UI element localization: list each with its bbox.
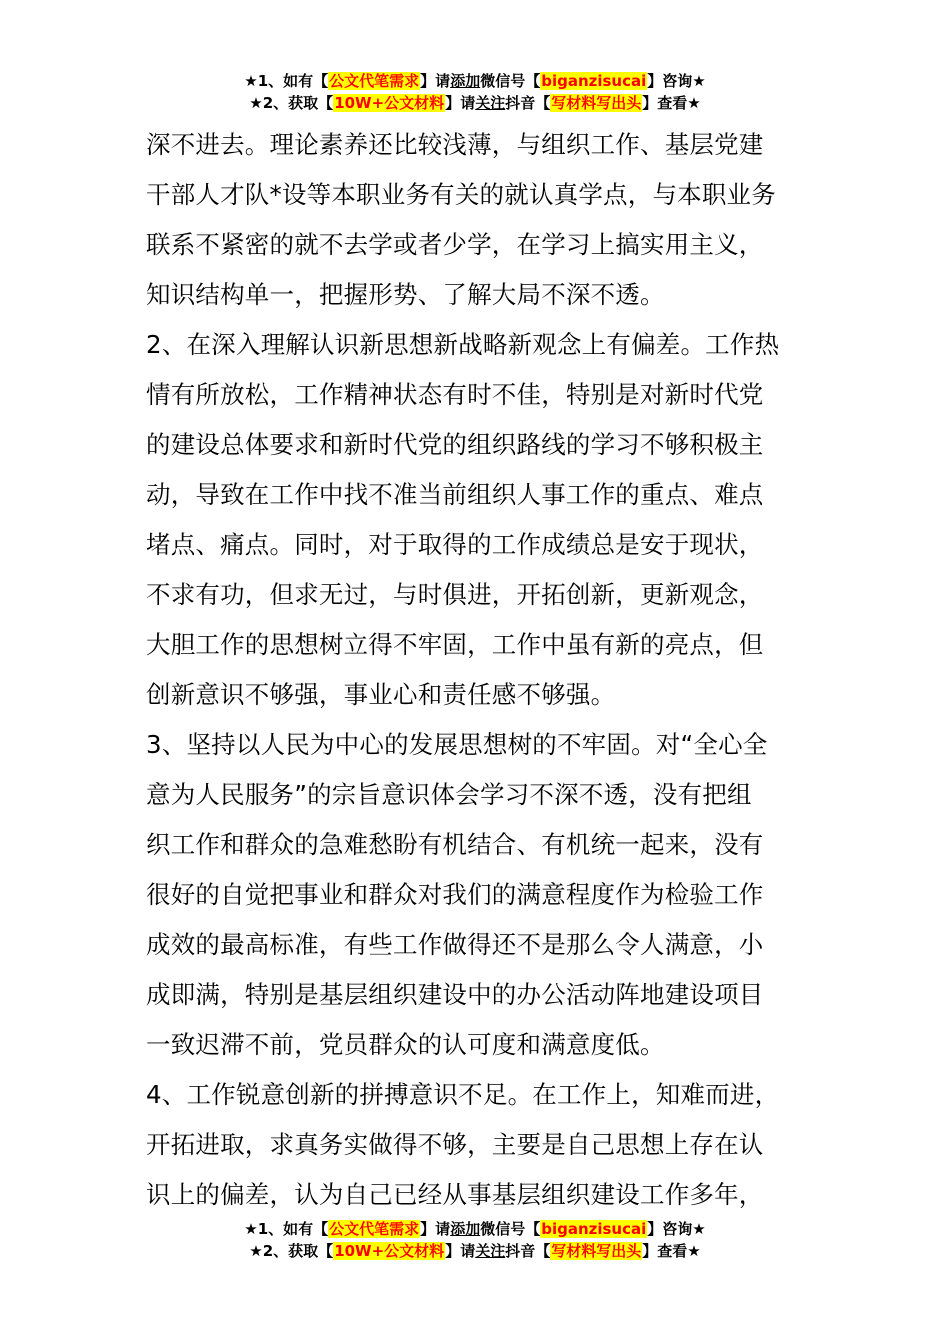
banner-text: 】查看★ (642, 94, 701, 112)
header-banner (0, 70, 950, 114)
banner-text: ★1、如有【 (244, 72, 329, 90)
body-line: 4、工作锐意创新的拼搏意识不足。在工作上，知难而进， (146, 1080, 780, 1109)
body-line: 很好的自觉把事业和群众对我们的满意程度作为检验工作 (146, 880, 764, 909)
banner-line-1 (0, 70, 950, 92)
body-line: 不求有功，但求无过，与时俱进，开拓创新，更新观念， (146, 580, 764, 609)
document-body (146, 120, 808, 1220)
banner-underlined: 关注 (475, 94, 506, 112)
body-line: 堵点、痛点。同时，对于取得的工作成绩总是安于现状， (146, 530, 764, 559)
body-line: 成效的最高标准，有些工作做得还不是那么令人满意，小 (146, 930, 764, 959)
banner-underlined: 关注 (475, 1242, 506, 1260)
banner-underlined: 添加 (450, 1220, 481, 1238)
banner-text: 】请 (420, 1220, 451, 1238)
body-line: 2、在深入理解认识新思想新战略新观念上有偏差。工作热 (146, 330, 780, 359)
banner-text: 】咨询★ (647, 1220, 706, 1238)
banner-underlined: 添加 (450, 72, 481, 90)
body-line: 意为人民服务”的宗旨意识体会学习不深不透，没有把组 (146, 780, 752, 809)
highlight-douyin-account: 写材料写出头 (551, 94, 642, 112)
banner-text: 抖音【 (505, 94, 551, 112)
banner-text: ★1、如有【 (244, 1220, 329, 1238)
banner-text: 微信号【 (480, 1220, 541, 1238)
body-line: 情有所放松，工作精神状态有时不佳，特别是对新时代党 (146, 380, 764, 409)
body-line: 成即满，特别是基层组织建设中的办公活动阵地建设项目 (146, 980, 764, 1009)
body-line: 识上的偏差，认为自己已经从事基层组织建设工作多年， (146, 1180, 764, 1209)
highlight-wechat-id: biganzisucai (541, 72, 647, 90)
banner-text: ★2、获取【 (249, 1242, 334, 1260)
banner-text: 抖音【 (505, 1242, 551, 1260)
body-line: 开拓进取，求真务实做得不够，主要是自己思想上存在认 (146, 1130, 764, 1159)
banner-text: 】请 (420, 72, 451, 90)
body-line: 知识结构单一，把握形势、了解大局不深不透。 (146, 280, 665, 309)
body-line: 联系不紧密的就不去学或者少学，在学习上搞实用主义， (146, 230, 764, 259)
banner-text: ★2、获取【 (249, 94, 334, 112)
highlight-wechat-id: biganzisucai (541, 1220, 647, 1238)
banner-text: 】请 (445, 94, 476, 112)
banner-text: 微信号【 (480, 72, 541, 90)
body-line: 织工作和群众的急难愁盼有机结合、有机统一起来，没有 (146, 830, 764, 859)
banner-text: 】查看★ (642, 1242, 701, 1260)
body-line: 干部人才队*设等本职业务有关的就认真学点，与本职业务 (146, 180, 776, 209)
banner-line-1 (0, 1218, 950, 1240)
footer-banner (0, 1218, 950, 1262)
body-line: 创新意识不够强，事业心和责任感不够强。 (146, 680, 616, 709)
body-line: 的建设总体要求和新时代党的组织路线的学习不够积极主 (146, 430, 764, 459)
banner-line-2 (0, 1240, 950, 1262)
banner-text: 】请 (445, 1242, 476, 1260)
banner-line-2 (0, 92, 950, 114)
body-line: 大胆工作的思想树立得不牢固，工作中虽有新的亮点，但 (146, 630, 764, 659)
body-line: 一致迟滞不前，党员群众的认可度和满意度低。 (146, 1030, 665, 1059)
highlight-service: 公文代笔需求 (329, 1220, 420, 1238)
body-line: 动，导致在工作中找不准当前组织人事工作的重点、难点 (146, 480, 764, 509)
highlight-service: 公文代笔需求 (329, 72, 420, 90)
highlight-douyin-account: 写材料写出头 (551, 1242, 642, 1260)
highlight-materials: 10W+公文材料 (334, 94, 445, 112)
highlight-materials: 10W+公文材料 (334, 1242, 445, 1260)
body-line: 深不进去。理论素养还比较浅薄，与组织工作、基层党建 (146, 130, 764, 159)
body-line: 3、坚持以人民为中心的发展思想树的不牢固。对“全心全 (146, 730, 768, 759)
banner-text: 】咨询★ (647, 72, 706, 90)
